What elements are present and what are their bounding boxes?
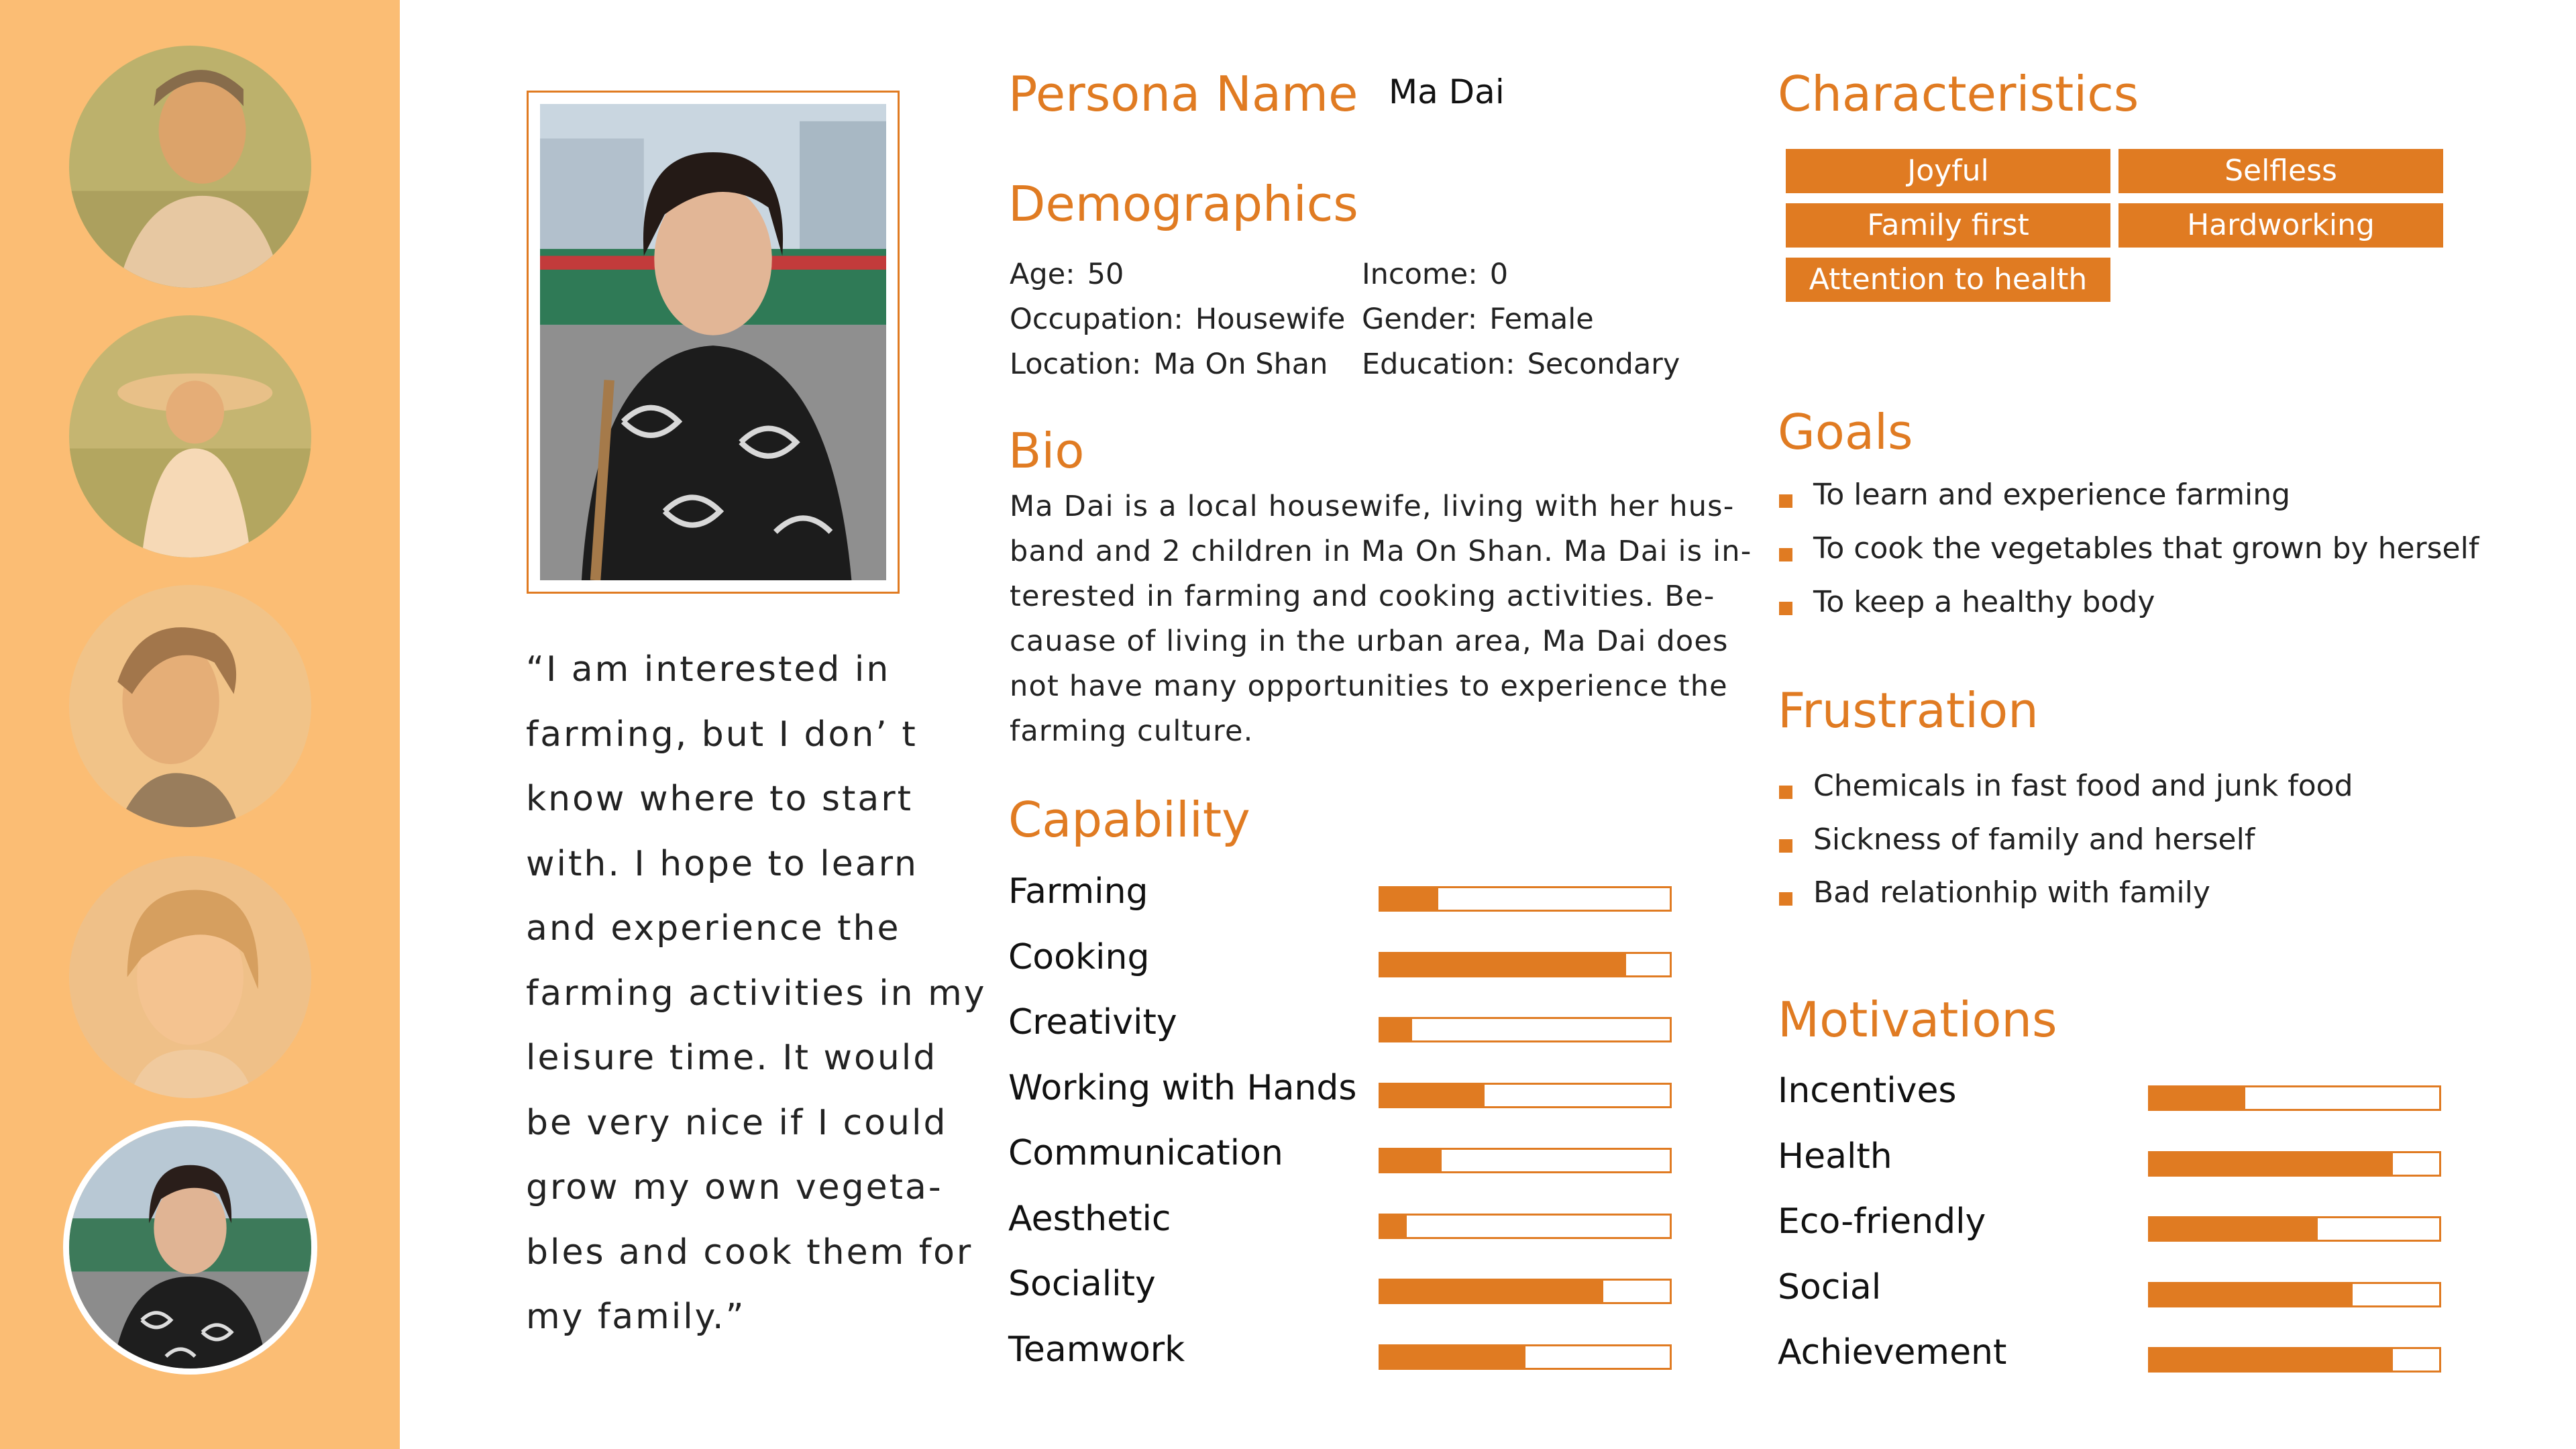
capability-label-communication: Communication [1008,1133,1283,1173]
quote-line: be very nice if I could [526,1102,948,1143]
motivation-label-incentives: Incentives [1778,1071,1957,1111]
characteristics-heading: Characteristics [1778,66,2139,122]
capability-bar-sociality [1379,1279,1672,1304]
demo-income-label: Income: [1362,258,1478,291]
motivation-bar-fill [2150,1218,2318,1240]
avatar-image [69,856,311,1098]
motivations-heading: Motivations [1778,991,2057,1048]
persona-sidebar [0,0,400,1449]
demo-location-value: Ma On Shan [1153,347,1328,381]
motivation-bar-fill [2150,1087,2245,1109]
demo-income-value: 0 [1489,258,1509,291]
motivation-label-achievement: Achievement [1778,1332,2007,1373]
capability-bar-fill [1381,1150,1442,1171]
motivation-label-health: Health [1778,1136,1892,1177]
motivation-bar-fill [2150,1349,2393,1371]
motivation-bar-social [2148,1282,2441,1307]
capability-bar-farming [1379,886,1672,912]
motivation-bar-incentives [2148,1085,2441,1111]
capability-bar-teamwork [1379,1344,1672,1370]
quote-line: and experience the [526,908,901,949]
bio-line: cauase of living in the urban area, Ma Dai does [1010,625,1729,658]
goals-heading: Goals [1778,404,1913,460]
bullet-icon [1779,892,1792,906]
frustration-heading: Frustration [1778,682,2039,739]
characteristic-tag-joyful: Joyful [1786,149,2110,193]
quote-line: farming activities in my [526,973,987,1014]
bio-line: Ma Dai is a local housewife, living with her hus- [1010,490,1735,523]
bullet-icon [1779,839,1792,853]
quote-line: my family.” [526,1297,746,1337]
motivation-bar-fill [2150,1284,2353,1305]
quote-line: bles and cook them for [526,1232,973,1273]
goal-item: To cook the vegetables that grown by herself [1813,531,2479,566]
persona-quote [526,637,987,1350]
motivation-bar-fill [2150,1153,2393,1175]
capability-label-farming: Farming [1008,871,1148,912]
bio-line: farming culture. [1010,714,1254,748]
bullet-icon [1779,602,1792,615]
persona-photo-image [540,104,886,580]
persona-name-value: Ma Dai [1389,72,1505,111]
demo-education [1362,347,1680,381]
persona-avatar-3[interactable] [69,585,311,827]
characteristic-tag-hardworking: Hardworking [2118,203,2443,248]
demo-age [1010,258,1124,291]
persona-photo [540,104,886,580]
quote-line: leisure time. It would [526,1038,938,1078]
quote-line: with. I hope to learn [526,843,919,884]
persona-avatar-1[interactable] [69,46,311,288]
demo-age-value: 50 [1087,258,1124,291]
avatar-image [69,1126,311,1368]
capability-bar-aesthetic [1379,1214,1672,1239]
persona-photo-frame [527,91,900,594]
goal-item: To keep a healthy body [1813,585,2155,619]
demo-education-value: Secondary [1527,347,1680,381]
goal-item: To learn and experience farming [1813,478,2291,512]
capability-bar-fill [1381,1085,1485,1106]
capability-label-aesthetic: Aesthetic [1008,1198,1171,1239]
capability-bar-communication [1379,1148,1672,1173]
demo-income [1362,258,1508,291]
capability-label-teamwork: Teamwork [1008,1329,1185,1370]
persona-avatar-active[interactable] [63,1120,317,1375]
demo-location [1010,347,1328,381]
demo-gender-label: Gender: [1362,303,1478,336]
characteristic-tag-selfless: Selfless [2118,149,2443,193]
demo-age-label: Age: [1010,258,1075,291]
avatar-image [69,315,311,557]
demo-occupation-value: Housewife [1195,303,1346,336]
persona-avatar-4[interactable] [69,856,311,1098]
bio-text [1010,484,1752,754]
motivation-label-eco-friendly: Eco-friendly [1778,1201,1986,1242]
bio-line: not have many opportunities to experience the [1010,669,1728,703]
motivation-label-social: Social [1778,1267,1882,1307]
capability-bar-fill [1381,888,1438,910]
bio-heading: Bio [1008,423,1085,479]
demo-education-label: Education: [1362,347,1515,381]
capability-label-creativity: Creativity [1008,1002,1177,1042]
quote-line: farming, but I don’ t [526,714,918,755]
avatar-image [69,585,311,827]
frustration-item: Sickness of family and herself [1813,822,2255,857]
capability-bar-fill [1381,954,1626,975]
capability-bar-fill [1381,1216,1407,1237]
motivation-bar-achievement [2148,1347,2441,1373]
capability-label-sociality: Sociality [1008,1264,1156,1304]
bio-line: terested in farming and cooking activities. Be- [1010,580,1715,613]
demo-occupation [1010,303,1345,336]
frustration-item: Chemicals in fast food and junk food [1813,769,2353,803]
avatar-image [69,46,311,288]
demo-location-label: Location: [1010,347,1142,381]
bullet-icon [1779,494,1792,508]
demo-occupation-label: Occupation: [1010,303,1183,336]
persona-avatar-2[interactable] [69,315,311,557]
motivation-bar-eco-friendly [2148,1216,2441,1242]
demographics-heading: Demographics [1008,176,1358,232]
quote-line: grow my own vegeta- [526,1167,943,1208]
demo-gender [1362,303,1594,336]
capability-bar-fill [1381,1346,1525,1368]
motivation-bar-health [2148,1151,2441,1177]
characteristic-tag-attention-to-health: Attention to health [1786,258,2110,302]
capability-bar-creativity [1379,1017,1672,1042]
capability-label-working-with-hands: Working with Hands [1008,1067,1357,1108]
capability-bar-fill [1381,1019,1412,1040]
characteristic-tag-family-first: Family first [1786,203,2110,248]
capability-label-cooking: Cooking [1008,936,1150,977]
bio-line: band and 2 children in Ma On Shan. Ma Dai is in- [1010,535,1752,568]
quote-line: “I am interested in [526,649,891,690]
capability-bar-working-with-hands [1379,1083,1672,1108]
frustration-item: Bad relationhip with family [1813,875,2210,910]
quote-line: know where to start [526,779,914,819]
capability-bar-fill [1381,1281,1603,1302]
bullet-icon [1779,786,1792,799]
capability-bar-cooking [1379,952,1672,977]
capability-heading: Capability [1008,792,1250,848]
bullet-icon [1779,548,1792,561]
demo-gender-value: Female [1489,303,1594,336]
persona-name-heading: Persona Name [1008,66,1358,122]
